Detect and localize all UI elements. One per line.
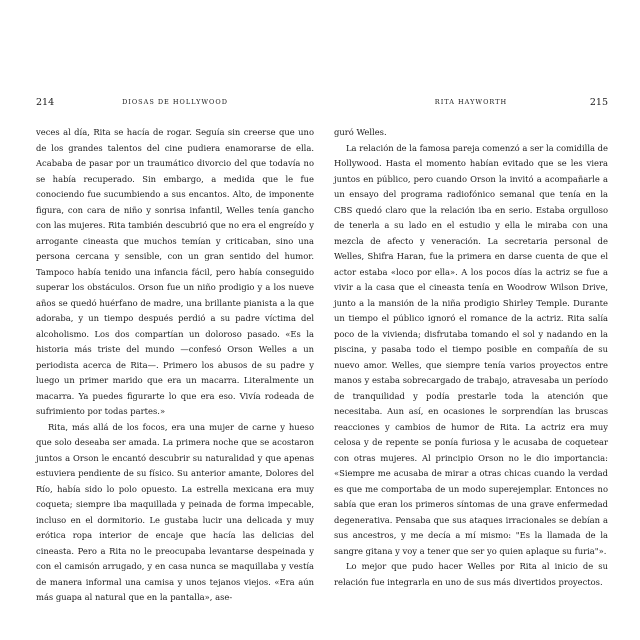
paragraph: Rita, más allá de los focos, era una mujer de carne y hueso que solo deseaba ser amada. La primera noche que se acostaron juntos a Orson le encantó descubrir su naturalidad y que apenas estuviera pendiente de su físico. Su anterior amante, Dolores del Río, había sido lo polo opuesto. La estrella mexicana era muy coqueta; siempre iba maquillada y peinada de forma impecable, incluso en el dormitorio. Le gustaba lucir una delicada y muy erótica ropa interior de encaje que hacía las delicias del cineasta. Pero a Rita no le preocupaba levantarse despeinada y con el camisón arrugado, y en casa nunca se maquillaba y vestía de manera informal una camisa y unos tejanos viejos. «Era aún más guapa al natural que en la pantalla», ase- bbox=[36, 421, 314, 602]
right-page bbox=[334, 97, 608, 590]
right-body-text bbox=[334, 125, 608, 590]
left-running-head bbox=[36, 97, 314, 111]
paragraph: veces al día, Rita se hacía de rogar. Seguía sin creerse que uno de los grandes talentos del cine pudiera enamorarse de ella. Acababa de pasar por un traumático divorcio del que todavía no se había recuperado. Sin embargo, a medida que le fue conociendo fue sucumbiendo a sus encantos. Alto, de imponente figura, con cara de niño y sonrisa infantil, Welles tenía gancho con las mujeres. Rita también descubrió que no era el engreído y arrogante cineasta que muchos temían y criticaban, sino una persona cercana y sensible, con un gran sentido del humor. Tampoco había tenido una infancia fácil, pero había conseguido superar los obstáculos. Orson fue un niño prodigio y a los nueve años se quedó huérfano de madre, una brillante pianista a la que adoraba, y un tiempo después perdió a su padre víctima del alcoholismo. Los dos compartían un doloroso pasado. «Es la historia más triste del mundo —confesó Orson Welles a un periodista acerca de Rita—. Primero los abusos de su padre y luego un primer marido que era un macarra. Literalmente un macarra. Ya puedes figurarte lo que era eso. Vivía rodeada de sufrimiento por todas partes.» bbox=[36, 127, 314, 416]
paragraph: Lo mejor que pudo hacer Welles por Rita al inicio de su relación fue integrarla en uno de sus más divertidos proyectos. bbox=[334, 561, 608, 587]
left-running-title: DIOSAS DE HOLLYWOOD bbox=[122, 98, 228, 106]
left-body-text bbox=[36, 125, 314, 606]
right-page-number: 215 bbox=[589, 97, 608, 108]
left-page bbox=[36, 97, 314, 606]
paragraph: guró Welles. bbox=[334, 127, 387, 137]
left-page-number: 214 bbox=[36, 97, 55, 108]
right-running-title: RITA HAYWORTH bbox=[434, 98, 508, 106]
right-running-head bbox=[334, 97, 608, 111]
paragraph: La relación de la famosa pareja comenzó a ser la comidilla de Hollywood. Hasta el momento habían evitado que se les viera juntos en público, pero cuando Orson la invitó a acompañarle a un ensayo del programa radiofónico semanal que tenía en la CBS quedó claro que la relación iba en serio. Estaba orgulloso de tenerla a su lado en el estudio y ella le miraba con una mezcla de afecto y veneración. La secretaria personal de Welles, Shifra Haran, fue la primera en darse cuenta de que el actor estaba «loco por ella». A los pocos días la actriz se fue a vivir a la casa que el cineasta tenía en Woodrow Wilson Drive, junto a la mansión de la niña prodigio Shirley Temple. Durante un tiempo el público ignoró el romance de la actriz. Rita salía poco de la vivienda; disfrutaba tomando el sol y nadando en la piscina, y pasaba todo el tiempo posible en compañía de su nuevo amor. Welles, que siempre tenía varios proyectos entre manos y estaba sobrecargado de trabajo, atravesaba un período de tranquilidad y podía prestarle toda la atención que necesitaba. Aun así, en ocasiones le sorprendían las bruscas reacciones y cambios de humor de Rita. La actriz era muy celosa y de repente se ponía furiosa y le acusaba de coquetear con otras mujeres. Al principio Orson no le dio importancia: «Siempre me acusaba de mirar a otras chicas cuando la verdad es que me comportaba de un modo superejemplar. Entonces no sabía que eran los primeros síntomas de una grave enfermedad degenerativa. Pensaba que sus ataques irracionales se debían a sus ancestros, y me decía a mí mismo: "Es la llamada de la sangre gitana y voy a tener que ser yo quien aplaque su furia"». bbox=[334, 142, 608, 556]
